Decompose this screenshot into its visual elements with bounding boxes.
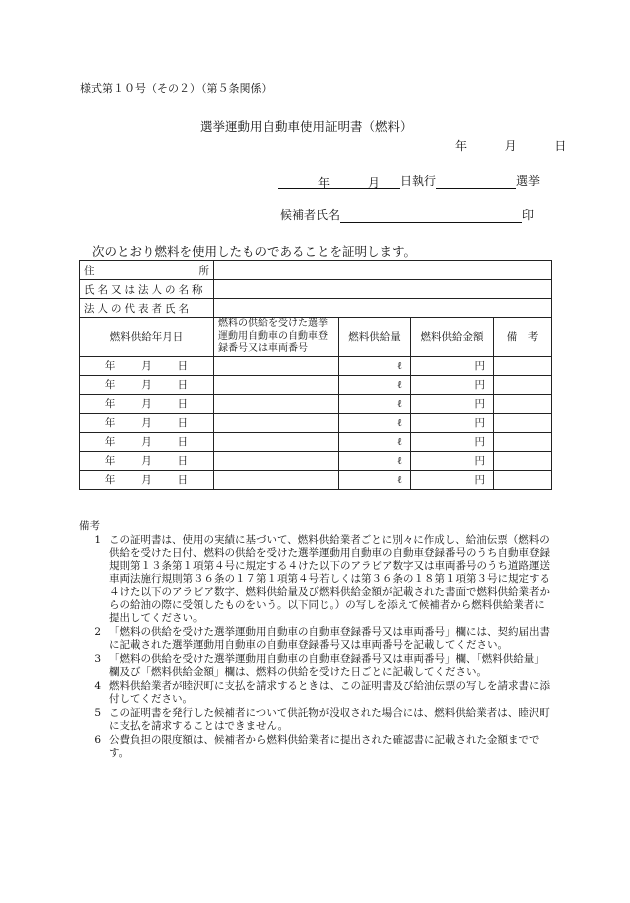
note-number: 5 <box>94 707 101 719</box>
election-year-label: 年 <box>318 176 331 190</box>
row-month-label: 月 <box>141 474 152 486</box>
remarks-cell[interactable] <box>494 375 552 394</box>
liter-unit: ℓ <box>396 397 402 410</box>
note-number: 6 <box>94 734 101 746</box>
row-day-label: 日 <box>177 360 189 372</box>
note-text: この証明書を発行した候補者について供託物が没収された場合には、燃料供給業者は、睦沢町に支払を請求することはできません。 <box>109 707 550 732</box>
note-item <box>79 653 555 679</box>
seal-label: 印 <box>522 208 535 222</box>
election-month-label: 月 <box>368 176 381 190</box>
col-price-header: 燃料供給金額 <box>411 318 494 357</box>
fuel-amount-cell[interactable] <box>339 470 411 489</box>
note-number: 1 <box>94 534 101 546</box>
note-text: 「燃料の供給を受けた選挙運動用自動車の自動車登録番号又は車両番号」欄には、契約届出書に記載された選挙運動用自動車の自動車登録番号又は車両番号を記載してください。 <box>109 626 550 651</box>
note-number: 4 <box>94 680 101 692</box>
election-day-label: 日執行 <box>400 174 437 188</box>
remarks-cell[interactable] <box>494 413 552 432</box>
fuel-amount-cell[interactable] <box>339 413 411 432</box>
liter-unit: ℓ <box>396 473 402 486</box>
note-text: 公費負担の限度額は、候補者から燃料供給業者に提出された確認書に記載された金額までです。 <box>109 734 540 759</box>
fuel-date-cell[interactable] <box>80 470 214 489</box>
row-month-label: 月 <box>141 455 152 467</box>
remarks-cell[interactable] <box>494 356 552 375</box>
election-name-blank[interactable] <box>436 174 516 189</box>
vehicle-number-cell[interactable] <box>214 375 339 394</box>
note-item <box>79 626 555 652</box>
fuel-date-cell[interactable] <box>80 451 214 470</box>
fuel-rows <box>80 356 552 489</box>
issue-day-label: 日 <box>554 139 567 153</box>
fuel-price-cell[interactable] <box>411 413 494 432</box>
notes-heading: 備考 <box>79 520 100 532</box>
liter-unit: ℓ <box>396 435 402 448</box>
fuel-date-cell[interactable] <box>80 356 214 375</box>
row-day-label: 日 <box>177 379 189 391</box>
fuel-date-cell[interactable] <box>80 375 214 394</box>
vehicle-number-cell[interactable] <box>214 356 339 375</box>
fuel-amount-cell[interactable] <box>339 375 411 394</box>
vehicle-number-cell[interactable] <box>214 394 339 413</box>
representative-field[interactable] <box>214 299 552 318</box>
fuel-row <box>80 413 552 432</box>
note-item <box>79 734 555 760</box>
fuel-row <box>80 432 552 451</box>
fuel-price-cell[interactable] <box>411 394 494 413</box>
row-year-label: 年 <box>104 379 116 391</box>
note-item <box>79 680 555 706</box>
notes-section <box>79 520 555 761</box>
fuel-price-cell[interactable] <box>411 356 494 375</box>
liter-unit: ℓ <box>396 359 402 372</box>
col-date-header: 燃料供給年月日 <box>80 318 214 357</box>
row-month-label: 月 <box>141 379 152 391</box>
col-amount-header: 燃料供給量 <box>339 318 411 357</box>
fuel-row <box>80 470 552 489</box>
row-month-label: 月 <box>141 417 152 429</box>
column-header-row <box>80 318 552 357</box>
fuel-amount-cell[interactable] <box>339 394 411 413</box>
issue-year-label: 年 <box>455 139 468 153</box>
fuel-amount-cell[interactable] <box>339 432 411 451</box>
yen-unit: 円 <box>474 436 485 448</box>
fuel-date-cell[interactable] <box>80 413 214 432</box>
certificate-table <box>79 260 552 490</box>
yen-unit: 円 <box>474 417 485 429</box>
address-field[interactable] <box>214 261 552 280</box>
candidate-name-blank[interactable] <box>340 208 522 223</box>
election-year-blank[interactable] <box>278 174 318 189</box>
row-month-label: 月 <box>141 436 152 448</box>
name-row <box>80 280 552 299</box>
fuel-date-cell[interactable] <box>80 432 214 451</box>
liter-unit: ℓ <box>396 378 402 391</box>
row-year-label: 年 <box>104 360 116 372</box>
row-day-label: 日 <box>177 436 189 448</box>
row-month-label: 月 <box>141 360 152 372</box>
election-line <box>278 172 540 189</box>
notes-list <box>79 534 555 760</box>
row-day-label: 日 <box>177 417 189 429</box>
yen-unit: 円 <box>474 379 485 391</box>
note-item <box>79 707 555 733</box>
issue-month-label: 月 <box>504 139 517 153</box>
fuel-price-cell[interactable] <box>411 432 494 451</box>
form-number: 様式第１０号（その２）（第５条関係） <box>80 82 273 95</box>
note-text: 「燃料の供給を受けた選挙運動用自動車の自動車登録番号又は車両番号」欄、「燃料供給量」欄及び「燃料供給金額」欄は、燃料の供給を受けた日ごとに記載してください。 <box>109 653 545 678</box>
fuel-amount-cell[interactable] <box>339 356 411 375</box>
liter-unit: ℓ <box>396 454 402 467</box>
fuel-row <box>80 375 552 394</box>
row-year-label: 年 <box>104 436 116 448</box>
liter-unit: ℓ <box>396 416 402 429</box>
col-vehicle-header: 燃料の供給を受けた選挙運動用自動車の自動車登録番号又は車両番号 <box>214 318 339 357</box>
row-year-label: 年 <box>104 455 116 467</box>
fuel-row <box>80 394 552 413</box>
remarks-cell[interactable] <box>494 394 552 413</box>
yen-unit: 円 <box>474 474 485 486</box>
fuel-price-cell[interactable] <box>411 375 494 394</box>
intro-text: 次のとおり燃料を使用したものであることを証明します。 <box>92 244 417 259</box>
fuel-date-cell[interactable] <box>80 394 214 413</box>
issue-date <box>455 137 566 154</box>
yen-unit: 円 <box>474 455 485 467</box>
vehicle-number-cell[interactable] <box>214 470 339 489</box>
name-field[interactable] <box>214 280 552 299</box>
fuel-row <box>80 451 552 470</box>
name-label: 氏名又は法人の名称 <box>80 280 214 299</box>
row-year-label: 年 <box>104 417 116 429</box>
representative-row <box>80 299 552 318</box>
fuel-amount-cell[interactable] <box>339 451 411 470</box>
election-label: 選挙 <box>516 174 541 188</box>
fuel-price-cell[interactable] <box>411 451 494 470</box>
row-day-label: 日 <box>177 398 189 410</box>
fuel-price-cell[interactable] <box>411 470 494 489</box>
document-title: 選挙運動用自動車使用証明書（燃料） <box>200 119 413 134</box>
note-text: この証明書は、使用の実績に基づいて、燃料供給業者ごとに別々に作成し、給油伝票（燃料の供給を受けた日付、燃料の供給を受けた選挙運動用自動車の自動車登録番号のうち自動車登録規則第１３条第１項第４号に規定する４けた以下のアラビア数字又は車両番号のうち道路運送車両法施行規則第３６条の１７第１項第４号若しくは第３６条の１８第１項第３号に規定する４けた以下のアラビア数字、燃料供給量及び燃料供給金額が記載された書面で燃料供給業者からの給油の際に受領したものをいう。以下同じ。）の写しを添えて候補者から燃料供給業者に提出してください。 <box>109 534 550 624</box>
yen-unit: 円 <box>474 360 485 372</box>
representative-label: 法人の代表者氏名 <box>80 299 214 318</box>
col-remarks-header: 備 考 <box>494 318 552 357</box>
row-month-label: 月 <box>141 398 152 410</box>
note-number: 2 <box>94 626 101 638</box>
row-day-label: 日 <box>177 474 189 486</box>
note-text: 燃料供給業者が睦沢町に支払を請求するときは、この証明書及び給油伝票の写しを請求書に添付してください。 <box>109 680 550 705</box>
address-row <box>80 261 552 280</box>
remarks-cell[interactable] <box>494 470 552 489</box>
note-item <box>79 534 555 625</box>
note-number: 3 <box>94 653 101 665</box>
fuel-row <box>80 356 552 375</box>
remarks-cell[interactable] <box>494 451 552 470</box>
yen-unit: 円 <box>474 398 485 410</box>
vehicle-number-cell[interactable] <box>214 432 339 451</box>
row-day-label: 日 <box>177 455 189 467</box>
candidate-line <box>280 206 534 223</box>
remarks-cell[interactable] <box>494 432 552 451</box>
vehicle-number-cell[interactable] <box>214 451 339 470</box>
row-year-label: 年 <box>104 398 116 410</box>
candidate-name-label: 候補者氏名 <box>280 208 341 222</box>
address-label: 住 所 <box>80 261 214 280</box>
row-year-label: 年 <box>104 474 116 486</box>
vehicle-number-cell[interactable] <box>214 413 339 432</box>
